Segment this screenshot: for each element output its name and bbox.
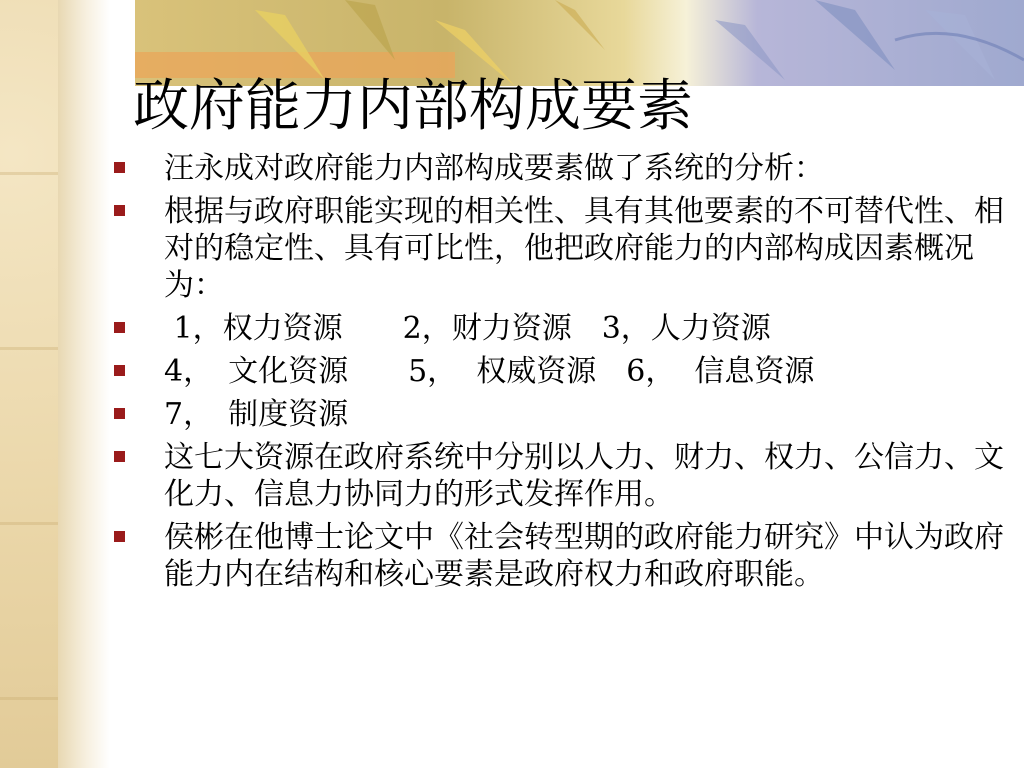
bullet-text: 侯彬在他博士论文中《社会转型期的政府能力研究》中认为政府能力内在结构和核心要素是政府权力和政府职能。 bbox=[164, 520, 1004, 592]
square-bullet-icon bbox=[114, 162, 125, 173]
bullet-item bbox=[114, 150, 1004, 187]
square-bullet-icon bbox=[114, 408, 125, 419]
bullet-text: 4， 文化资源 5， 权威资源 6， 信息资源 bbox=[164, 354, 815, 389]
square-bullet-icon bbox=[114, 322, 125, 333]
bullet-text: 1，权力资源 2，财力资源 3，人力资源 bbox=[164, 311, 771, 346]
bullet-item bbox=[114, 353, 1004, 390]
left-gradient-fade bbox=[58, 0, 110, 768]
bullet-text: 这七大资源在政府系统中分别以人力、财力、权力、公信力、文化力、信息力协同力的形式发挥作用。 bbox=[164, 440, 1004, 512]
bullet-item bbox=[114, 396, 1004, 433]
bullet-item bbox=[114, 310, 1004, 347]
square-bullet-icon bbox=[114, 205, 125, 216]
square-bullet-icon bbox=[114, 531, 125, 542]
bullet-text: 汪永成对政府能力内部构成要素做了系统的分析： bbox=[164, 151, 824, 186]
bullet-text: 7， 制度资源 bbox=[164, 397, 349, 432]
bullet-text: 根据与政府职能实现的相关性、具有其他要素的不可替代性、相对的稳定性、具有可比性，他把政府能力的内部构成因素概况为： bbox=[164, 194, 1004, 303]
slide-title: 政府能力内部构成要素 bbox=[133, 74, 693, 139]
textured-left-strip bbox=[0, 0, 58, 768]
bullet-item bbox=[114, 519, 1004, 593]
square-bullet-icon bbox=[114, 365, 125, 376]
bullet-item bbox=[114, 439, 1004, 513]
bullet-item bbox=[114, 193, 1004, 304]
square-bullet-icon bbox=[114, 451, 125, 462]
bullet-list bbox=[114, 150, 1004, 599]
